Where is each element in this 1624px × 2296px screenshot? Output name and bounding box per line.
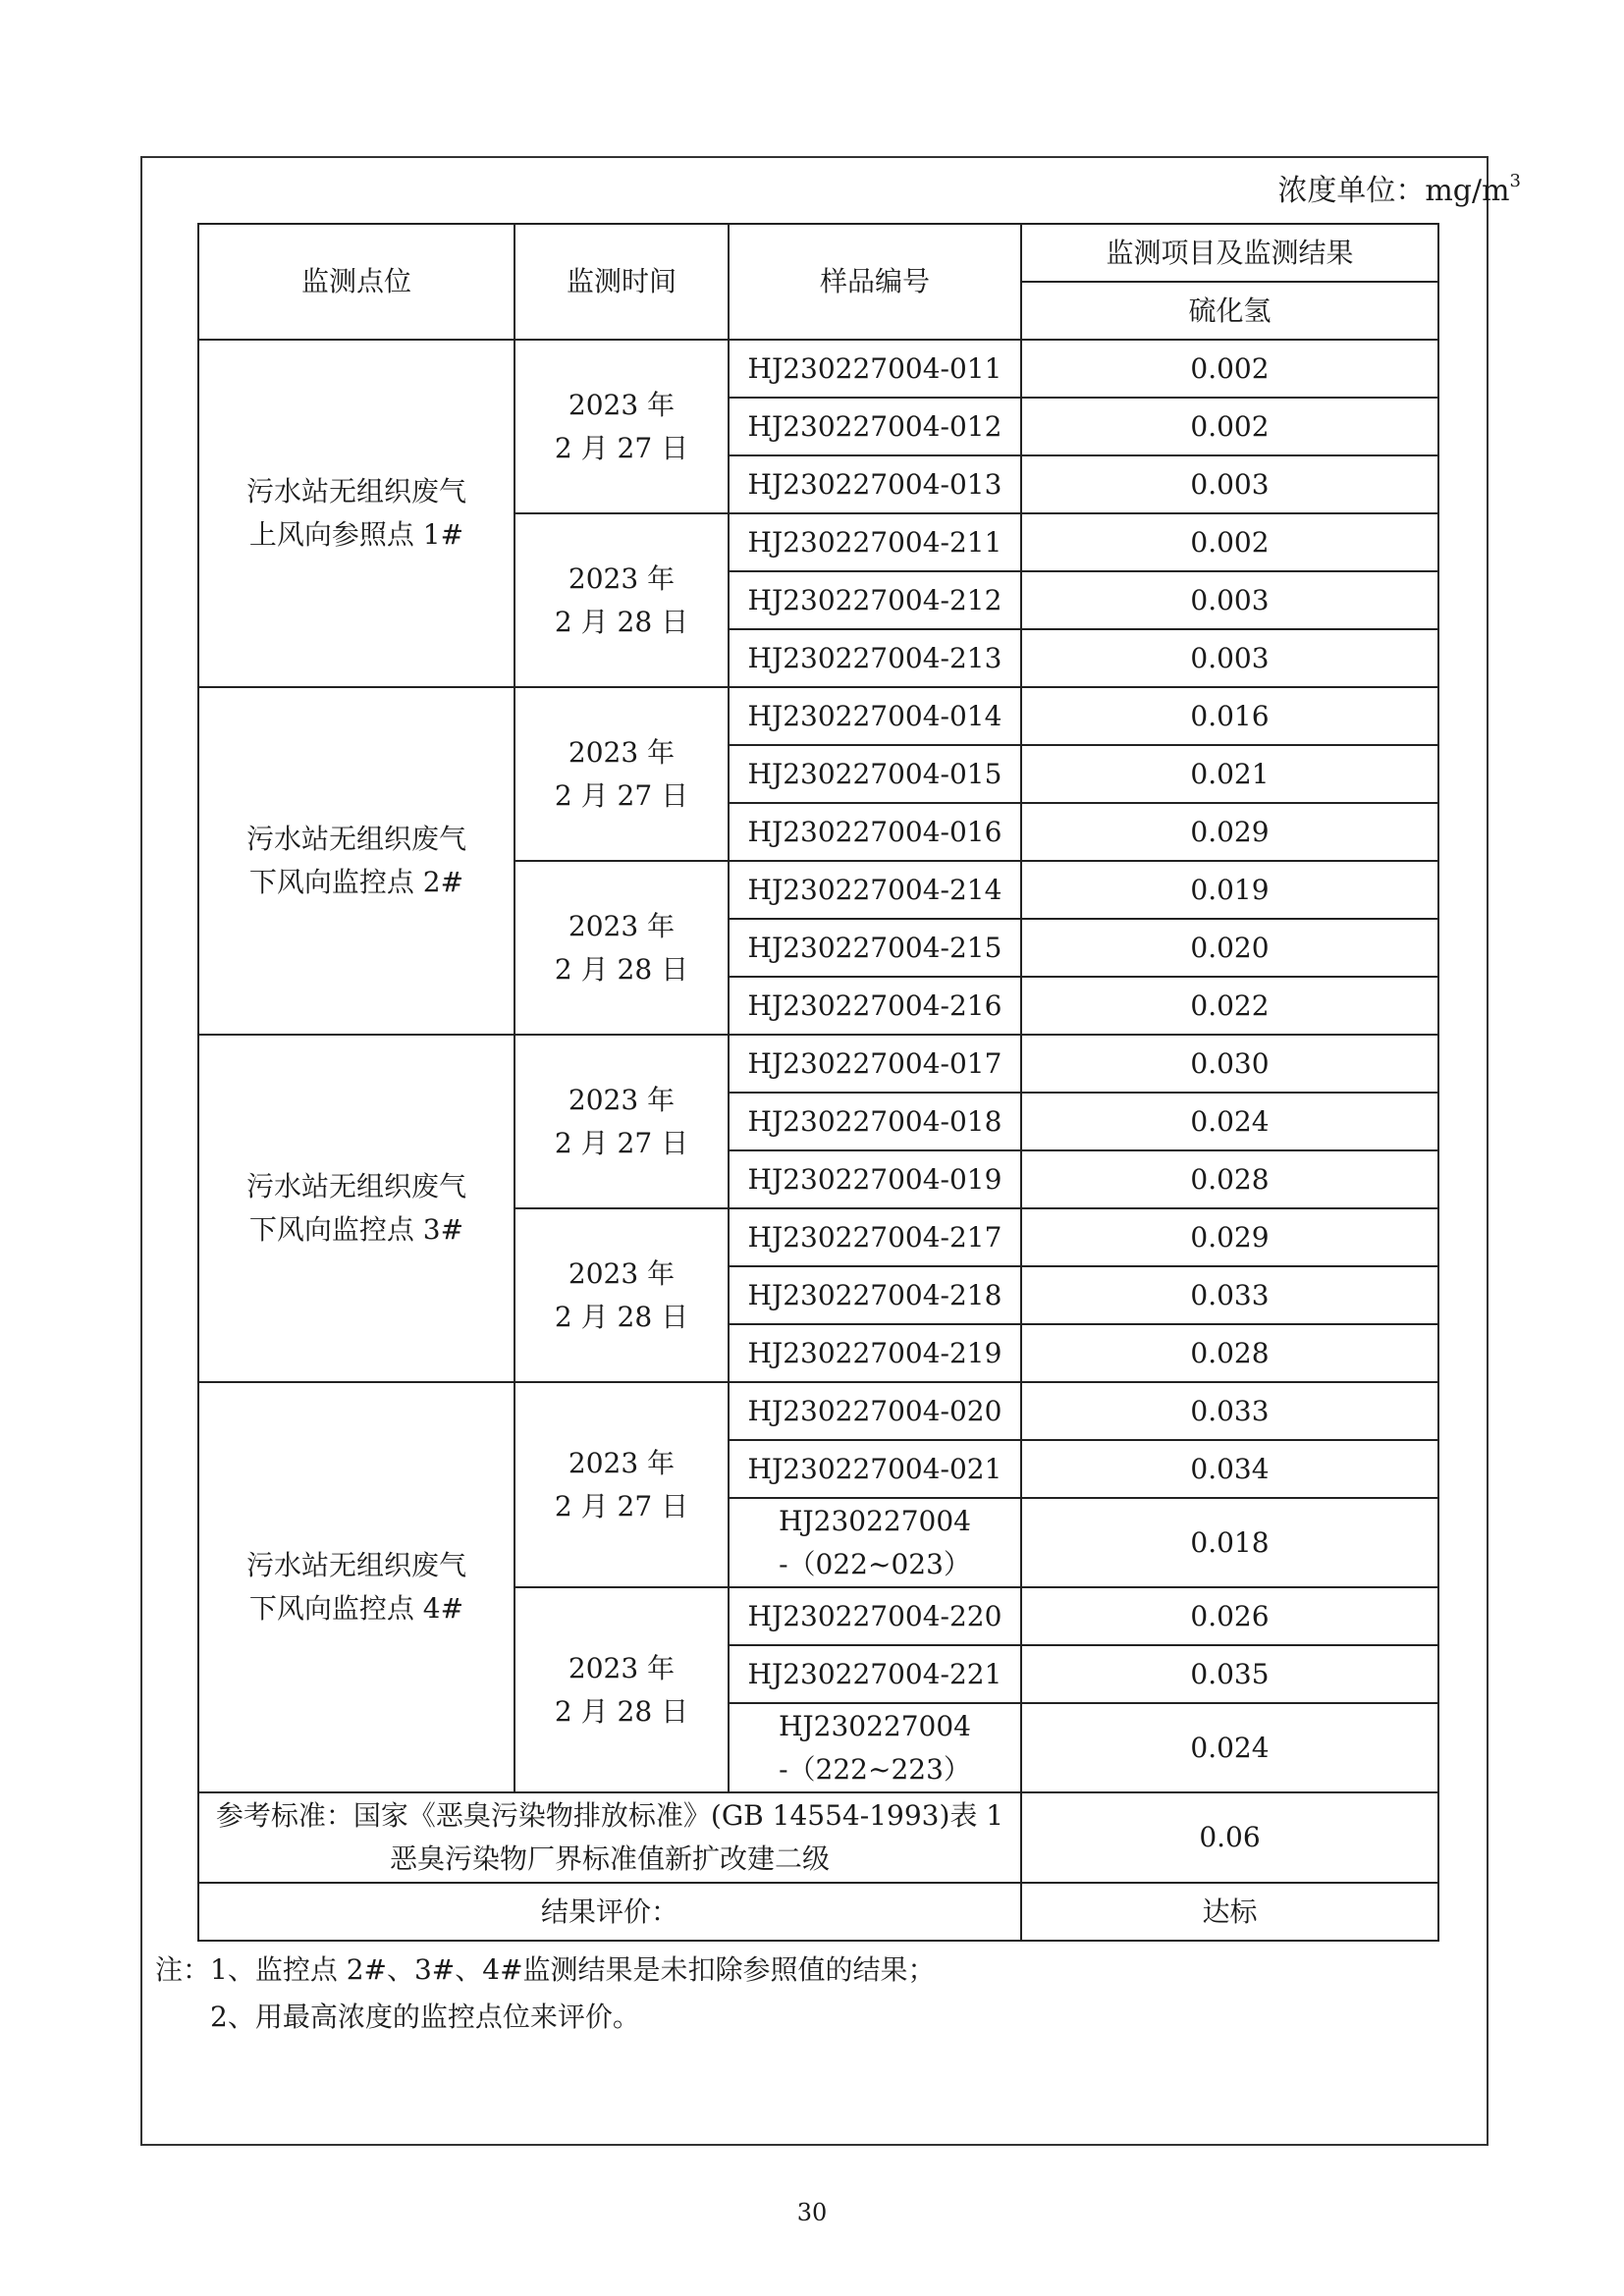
- date-year: 2023 年: [568, 1446, 676, 1479]
- point-name-line-2: 下风向监控点 2#: [248, 866, 464, 898]
- monitoring-date-cell: [514, 1208, 729, 1382]
- sample-id-cell: [729, 919, 1021, 977]
- h2s-value-cell: 0.016: [1021, 687, 1438, 745]
- date-year: 2023 年: [568, 735, 676, 769]
- monitoring-results-table: [197, 223, 1439, 1942]
- monitoring-date-cell: [514, 1035, 729, 1208]
- sample-id: HJ230227004-012: [747, 409, 1002, 443]
- point-name-line-1: 污水站无组织废气: [245, 1170, 466, 1202]
- header-item: 硫化氢: [1021, 282, 1438, 340]
- date-month-day: 2 月 28 日: [554, 605, 689, 638]
- h2s-value-cell: 0.029: [1021, 1208, 1438, 1266]
- reference-standard-cell: [198, 1792, 1021, 1883]
- sample-id-cell: [729, 1440, 1021, 1498]
- sample-id-cell: [729, 455, 1021, 513]
- reference-line-1: 参考标准：国家《恶臭污染物排放标准》(GB 14554-1993)表 1: [215, 1799, 1004, 1832]
- sample-id: HJ230227004-213: [747, 641, 1002, 674]
- sample-id: HJ230227004-220: [747, 1599, 1002, 1632]
- sample-id-cell: [729, 629, 1021, 687]
- header-time: 监测时间: [514, 224, 729, 340]
- note-line-2: 2、用最高浓度的监控点位来评价。: [210, 2001, 640, 2033]
- unit-text: 浓度单位：mg/m: [1277, 174, 1510, 208]
- sample-id: HJ230227004-013: [747, 467, 1002, 501]
- sample-id: HJ230227004-218: [747, 1278, 1002, 1311]
- monitoring-date-cell: [514, 1382, 729, 1587]
- date-month-day: 2 月 27 日: [554, 1126, 689, 1159]
- sample-id-cell: [729, 1587, 1021, 1645]
- h2s-value-cell: 0.029: [1021, 803, 1438, 861]
- monitoring-date-cell: [514, 513, 729, 687]
- sample-id: HJ230227004-212: [747, 583, 1002, 616]
- sample-id-cell: [729, 340, 1021, 398]
- monitoring-point-cell: [198, 1382, 514, 1792]
- sample-id: HJ230227004: [779, 1504, 971, 1537]
- h2s-value-cell: 0.022: [1021, 977, 1438, 1035]
- header-sample: 样品编号: [729, 224, 1021, 340]
- h2s-value-cell: 0.019: [1021, 861, 1438, 919]
- h2s-value-cell: 0.003: [1021, 571, 1438, 629]
- date-month-day: 2 月 27 日: [554, 778, 689, 812]
- table-row: [198, 1382, 1438, 1440]
- h2s-value-cell: 0.002: [1021, 513, 1438, 571]
- table-row: [198, 687, 1438, 745]
- monitoring-date-cell: [514, 1587, 729, 1792]
- header-group: 监测项目及监测结果: [1021, 224, 1438, 282]
- sample-id-cell: [729, 1266, 1021, 1324]
- sample-id: HJ230227004-011: [747, 351, 1002, 385]
- h2s-value-cell: 0.024: [1021, 1703, 1438, 1792]
- date-year: 2023 年: [568, 1256, 676, 1290]
- sample-id-cell: [729, 1645, 1021, 1703]
- point-name-line-1: 污水站无组织废气: [245, 823, 466, 855]
- h2s-value-cell: 0.033: [1021, 1382, 1438, 1440]
- date-year: 2023 年: [568, 561, 676, 595]
- sample-id-cell: [729, 803, 1021, 861]
- date-month-day: 2 月 28 日: [554, 1300, 689, 1333]
- table-row: [198, 1035, 1438, 1093]
- date-year: 2023 年: [568, 1083, 676, 1116]
- h2s-value-cell: 0.003: [1021, 455, 1438, 513]
- monitoring-date-cell: [514, 861, 729, 1035]
- h2s-value-cell: 0.002: [1021, 340, 1438, 398]
- point-name-line-2: 下风向监控点 3#: [248, 1213, 464, 1246]
- reference-line-2: 恶臭污染物厂界标准值新扩改建二级: [389, 1842, 830, 1875]
- sample-id: HJ230227004-211: [747, 525, 1002, 559]
- h2s-value-cell: 0.034: [1021, 1440, 1438, 1498]
- date-year: 2023 年: [568, 909, 676, 942]
- h2s-value-cell: 0.003: [1021, 629, 1438, 687]
- sample-id-cell: [729, 1093, 1021, 1150]
- sample-id: HJ230227004-217: [747, 1220, 1002, 1254]
- sample-id-cell: [729, 1035, 1021, 1093]
- h2s-value-cell: 0.024: [1021, 1093, 1438, 1150]
- reference-standard-row: [198, 1792, 1438, 1883]
- monitoring-date-cell: [514, 687, 729, 861]
- sample-id-cell: [729, 977, 1021, 1035]
- sample-id: HJ230227004: [779, 1709, 971, 1742]
- h2s-value-cell: 0.026: [1021, 1587, 1438, 1645]
- sample-id: HJ230227004-018: [747, 1104, 1002, 1138]
- sample-id: HJ230227004-015: [747, 757, 1002, 790]
- sample-id: HJ230227004-214: [747, 873, 1002, 906]
- sample-id-cell: [729, 687, 1021, 745]
- sample-id-cell: [729, 513, 1021, 571]
- sample-id: HJ230227004-017: [747, 1046, 1002, 1080]
- sample-id-cell: [729, 1324, 1021, 1382]
- sample-id-cell: [729, 571, 1021, 629]
- monitoring-point-cell: [198, 1035, 514, 1382]
- date-month-day: 2 月 28 日: [554, 952, 689, 986]
- monitoring-point-cell: [198, 340, 514, 687]
- sample-id-cell: [729, 1382, 1021, 1440]
- h2s-value-cell: 0.033: [1021, 1266, 1438, 1324]
- h2s-value-cell: 0.021: [1021, 745, 1438, 803]
- sample-id: HJ230227004-016: [747, 815, 1002, 848]
- h2s-value-cell: 0.028: [1021, 1324, 1438, 1382]
- sample-id-cell: [729, 1498, 1021, 1587]
- header-point: 监测点位: [198, 224, 514, 340]
- point-name-line-1: 污水站无组织废气: [245, 475, 466, 507]
- h2s-value-cell: 0.018: [1021, 1498, 1438, 1587]
- point-name-line-2: 下风向监控点 4#: [248, 1592, 464, 1625]
- h2s-value-cell: 0.030: [1021, 1035, 1438, 1093]
- sample-id-cell: [729, 861, 1021, 919]
- h2s-value-cell: 0.002: [1021, 398, 1438, 455]
- h2s-value-cell: 0.020: [1021, 919, 1438, 977]
- date-year: 2023 年: [568, 388, 676, 421]
- sample-id-cell: [729, 1208, 1021, 1266]
- sample-id-cell: [729, 1150, 1021, 1208]
- unit-superscript: 3: [1509, 171, 1521, 191]
- sample-id: HJ230227004-014: [747, 699, 1002, 732]
- sample-id: HJ230227004-021: [747, 1452, 1002, 1485]
- point-name-line-1: 污水站无组织废气: [245, 1549, 466, 1581]
- sample-id-range: -（222~223）: [779, 1752, 971, 1786]
- sample-id: HJ230227004-019: [747, 1162, 1002, 1196]
- note-line-1: 注：1、监控点 2#、3#、4#监测结果是未扣除参照值的结果；: [155, 1953, 936, 1986]
- table-row: [198, 340, 1438, 398]
- sample-id-cell: [729, 398, 1021, 455]
- page-number: 30: [796, 2199, 828, 2226]
- result-evaluation-label: 结果评价：: [198, 1883, 1021, 1941]
- sample-id: HJ230227004-020: [747, 1394, 1002, 1427]
- h2s-value-cell: 0.035: [1021, 1645, 1438, 1703]
- date-month-day: 2 月 27 日: [554, 1489, 689, 1522]
- date-year: 2023 年: [568, 1651, 676, 1684]
- notes: [155, 1947, 936, 2041]
- sample-id: HJ230227004-221: [747, 1657, 1002, 1690]
- monitoring-date-cell: [514, 340, 729, 513]
- monitoring-point-cell: [198, 687, 514, 1035]
- unit-label: [1277, 171, 1521, 208]
- date-month-day: 2 月 27 日: [554, 431, 689, 464]
- h2s-value-cell: 0.028: [1021, 1150, 1438, 1208]
- reference-limit-value: 0.06: [1021, 1792, 1438, 1883]
- result-evaluation-row: [198, 1883, 1438, 1941]
- sample-id-cell: [729, 745, 1021, 803]
- result-evaluation-value: 达标: [1021, 1883, 1438, 1941]
- date-month-day: 2 月 28 日: [554, 1694, 689, 1728]
- sample-id-range: -（022~023）: [779, 1547, 971, 1580]
- sample-id-cell: [729, 1703, 1021, 1792]
- sample-id: HJ230227004-215: [747, 931, 1002, 964]
- sample-id: HJ230227004-219: [747, 1336, 1002, 1369]
- sample-id: HJ230227004-216: [747, 988, 1002, 1022]
- point-name-line-2: 上风向参照点 1#: [248, 518, 464, 551]
